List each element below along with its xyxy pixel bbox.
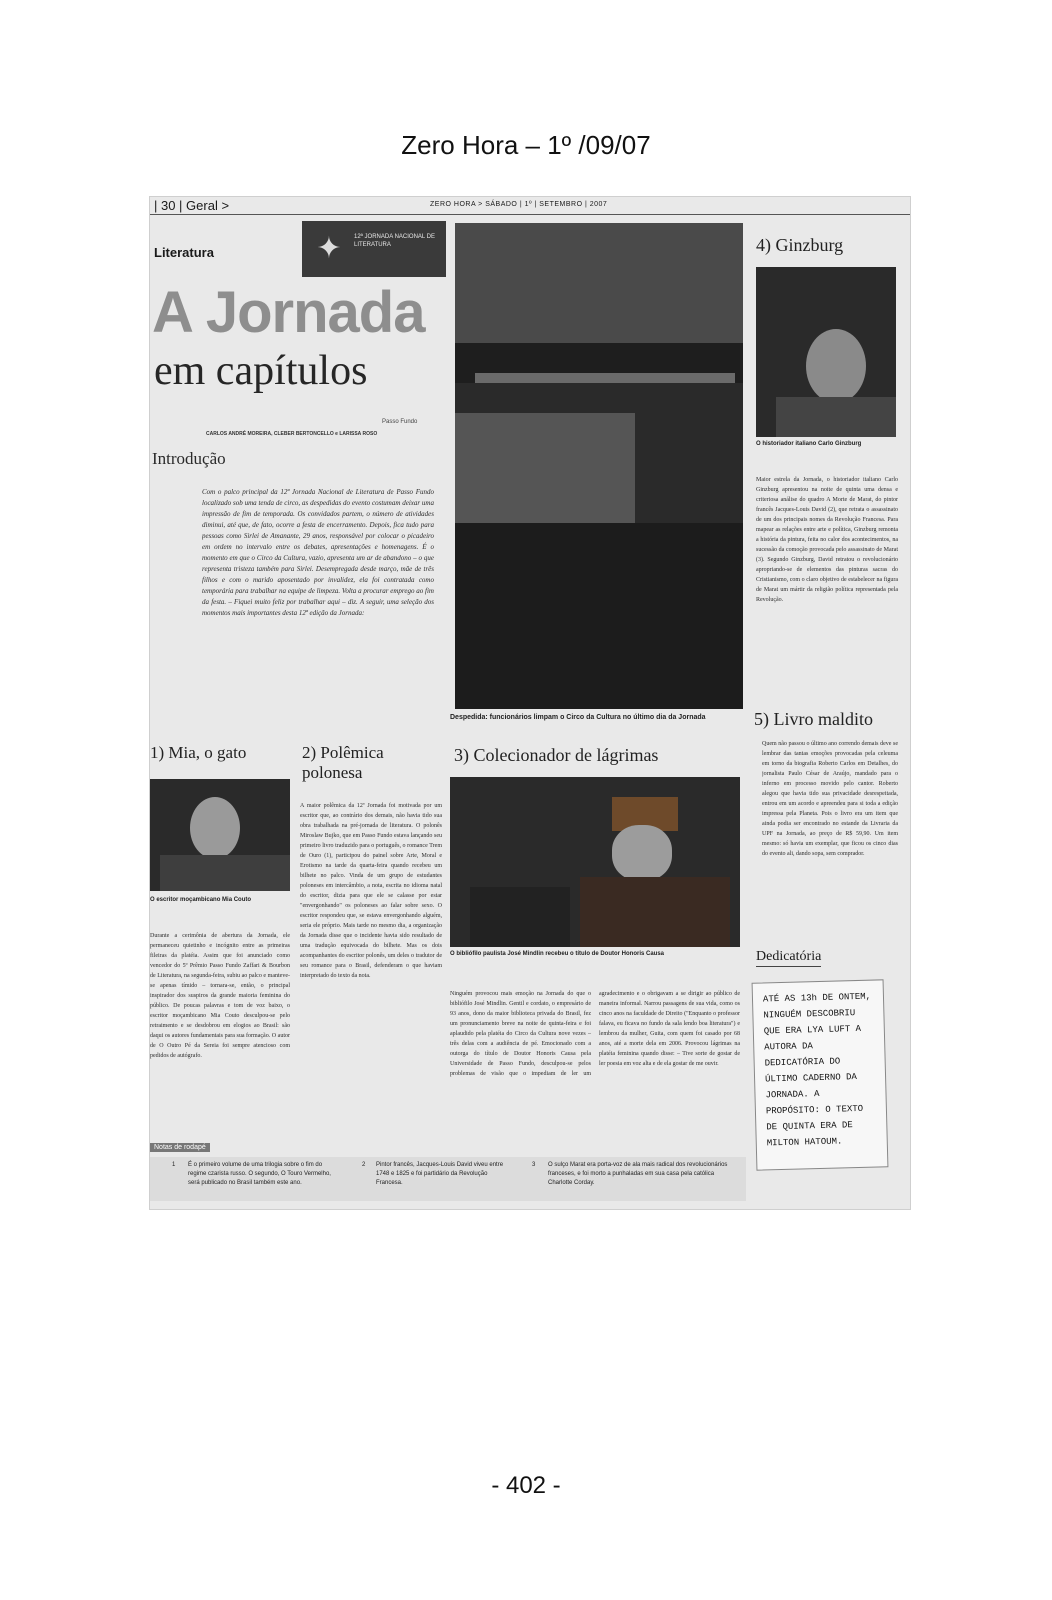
footnotes-row [150,1157,746,1201]
ginzburg-photo [756,267,896,437]
mia-couto-photo [150,779,290,891]
logo-text: 12ª JORNADA NACIONAL DE LITERATURA [354,234,436,248]
newspaper-topbar [150,197,910,215]
dedication-note: ATÉ AS 13h DE ONTEM, NINGUÉM DESCOBRIU QUE ERA LYA LUFT A AUTORA DA DEDICATÓRIA DO ÚLTIMO CADERNO DA JORNADA. A PROPÓSITO: O TEXTO DE QUINTA ERA DE MILTON HATOUM. [752,979,889,1170]
mindlin-photo [450,777,740,947]
dateline: Passo Fundo [382,419,418,425]
intro-title: Introdução [152,449,226,468]
headline-line-1: A Jornada [152,280,425,345]
section-4-caption: O historiador italiano Carlo Ginzburg [756,441,862,447]
page-header-title: Zero Hora – 1º /09/07 [401,130,651,160]
headline-line-2: em capítulos [154,348,368,394]
page-number: - 402 - [491,1472,561,1499]
issue-date-line: ZERO HORA > SÁBADO | 1º | SETEMBRO | 2007 [430,201,608,208]
section-4-title: 4) Ginzburg [756,235,844,255]
footnotes-label: Notas de rodapé [150,1143,210,1152]
footnote-3-number: 3 [532,1162,536,1168]
footnote-2-number: 2 [362,1162,366,1168]
kicker-literatura: Literatura [154,245,214,260]
circus-tent-photo [455,223,743,709]
section-2-title: 2) Polêmica polonesa [302,743,384,782]
intro-text: Com o palco principal da 12ª Jornada Nacional de Literatura de Passo Fundo localizado sob uma tenda de circo, as despedidas do evento costumam deixar uma impressão de fim de temporada. Os convidados partem, o número de atividades diminui, até que, de fato, ocorre a festa de encerramento. Depois, fica tudo para pessoas como Sirlei de Amanante, 29 anos, responsável por colocar o picadeiro em ordem no intervalo entre os debates, apresentações e homenagens. É o momento em que o Circo da Cultura, vazio, apresenta um ar de abandono – o que representa tristeza também para Sirlei. Desempregada desde março, mãe de três filhos e com o marido aposentado por invalidez, ela foi contratada como temporária para trabalhar na equipe de limpeza. Volta a procurar emprego ao fim da festa. – Fiquei muito feliz por trabalhar aqui – diz. A seguir, uma seleção dos momentos mais importantes desta 12ª edição da Jornada: [202,488,434,617]
newspaper-clipping [150,197,910,1209]
main-photo-caption: Despedida: funcionários limpam o Circo da Cultura no último dia da Jornada [450,714,706,721]
footnote-1-number: 1 [172,1162,176,1168]
section-4-text: Maior estrela da Jornada, o historiador italiano Carlo Ginzburg apresentou na noite de quinta uma densa e criteriosa análise do quadro A Morte de Marat, do pintor francês Jacques-Louis David (2), que retrata o assassinato de um dos principais nomes da Revolução Francesa. Para mapear as relações entre arte e política, Ginzburg remonta a história da pintura, feita no calor dos acontecimentos, na sucessão da comoção provocada pelo assassinato de Marat (3). Segundo Ginzburg, David retratou o revolucionário apropriando-se de elementos das pinturas sacras do Cristianismo, com o claro objetivo de estabelecer na figura de Marat um mártir da religião política representada pela Revolução. [756,477,898,603]
section-label: | 30 | Geral > [154,198,230,213]
section-5-livro-title: 5) Livro maldito [754,709,873,729]
eagle-icon: ✦ [316,232,342,265]
footnote-2-text: Pintor francês, Jacques-Louis David viveu entre 1748 e 1825 e foi partidário da Revolução Francesa. [376,1162,504,1186]
footnote-3-text: O sulço Marat era porta-voz de ala mais radical dos revolucionários franceses, e foi morto a punhaladas em sua casa pela católica Charlotte Corday. [548,1162,728,1186]
dedication-title: Dedicatória [756,949,821,967]
section-2-text: A maior polêmica da 12ª Jornada foi motivada por um escritor que, ao contrário dos demais, não havia tido sua obra trabalhada na pré-jornada de literatura. O polonês Miroslaw Bujko, que em Passo Fundo estava lançando seu primeiro livro traduzido para o português, o romance Trem de Ouro (1), participou do painel sobre Arte, Moral e Erotismo na tarde da quarta-feira quando recebeu um bilhete no palco. Vinda de um grupo de estudantes poloneses em intercâmbio, a nota, escrita no idioma natal do escritor, dizia para que ele se calasse por estar "envergonhando" os poloneses ao falar sobre sexo. O escritor respondeu que, se estava envergonhando alguém, seria ele próprio. Mais tarde no mesmo dia, a organização da Jornada disse que o incidente havia sido resultado de uma tradução equivocada do bilhete. Mas os dois acompanhantes do escritor polonês, um deles o tradutor de seu romance para o Brasil, defenderam o que haviam interpretado do texto da nota. [300,803,442,979]
footnote-1-text: É o primeiro volume de uma trilogia sobre o fim do regime czarista russo. O segundo, O Touro Vermelho, será publicado no Brasil também este ano. [188,1162,331,1186]
section-5-livro-text: Quem não passou o último ano correndo demais deve se lembrar das tantas emoções provocadas pela celeuma em torno da biografia Roberto Carlos em Detalhes, do jornalista Paulo César de Araújo, mandado para o inferno em processo movido pelo cantor. Roberto alegou que havia tido sua privacidade desrespeitada, entrou em um acordo e apreendeu para si toda a edição impressa pela Planeta. Pois o livro era um item que ainda podia ser encontrado no estande da Livraria da UPF na Jornada, ao preço de R$ 59,90. Um item mesmo: só havia um exemplar, que ficou os cinco dias do evento ali, dando sopa, sem comprador. [762,741,898,857]
jornada-logo [302,221,446,277]
byline: CARLOS ANDRÉ MOREIRA, CLEBER BERTONCELLO e LARISSA ROSO [206,431,378,437]
section-3-title: 3) Colecionador de lágrimas [454,745,659,765]
section-3-text: Ninguém provocou mais emoção na Jornada do que o bibliófilo José Mindlin. Gentil e cordato, o empresário de 93 anos, dono da maior biblioteca privada do Brasil, fez um pronunciamento breve na noite de quinta-feira e foi aplaudido pela platéia do Circo da Cultura nove vezes – três delas com a audiência de pé. Emocionado com a outorga do título de Doutor Honoris Causa pela Universidade de Passo Fundo, desculpou-se pelos problemas de visão que o impediam de ler um agradecimento e o obrigavam a se dirigir ao público de maneira informal. Narrou passagens de sua vida, como os cinco anos na faculdade de Direito ("Enquanto o professor falava, eu ficava no fundo da sala lendo boa literatura") e lembrou da mulher, Guita, com quem foi casado por 68 anos, até a morte dela em 2006. Provocou lágrimas na platéia feminina quando disse: – Tive sorte de gostar de ler poesia em voz alta e de ela gostar de me ouvir. [450,991,740,1077]
section-3-caption: O bibliófilo paulista José Mindlin recebeu o título de Doutor Honoris Causa [450,951,665,957]
section-1-title: 1) Mia, o gato [150,743,247,762]
section-1-caption: O escritor moçambicano Mia Couto [150,897,252,903]
section-1-text: Durante a cerimônia de abertura da Jornada, ele permaneceu quietinho e incógnito entre as primeiras fileiras da platéia. Assim que foi anunciado como vencedor do 5º Prêmio Passo Fundo Zaffari & Bourbon de Literatura, na segunda-feira, subiu ao palco e manteve-se apenas tímido – tornara-se, então, o principal inspirador dos suspiros da grande maioria feminina do público. De poucas palavras e tom de voz baixo, o escritor moçambicano Mia Couto desculpou-se pelo retraimento e se desdobrou em elogios ao Brasil: são daqui os autores fundamentais para sua formação. O autor de O Outro Pé da Sereia foi sempre atencioso com pedidos de autógrafo. [150,933,290,1059]
